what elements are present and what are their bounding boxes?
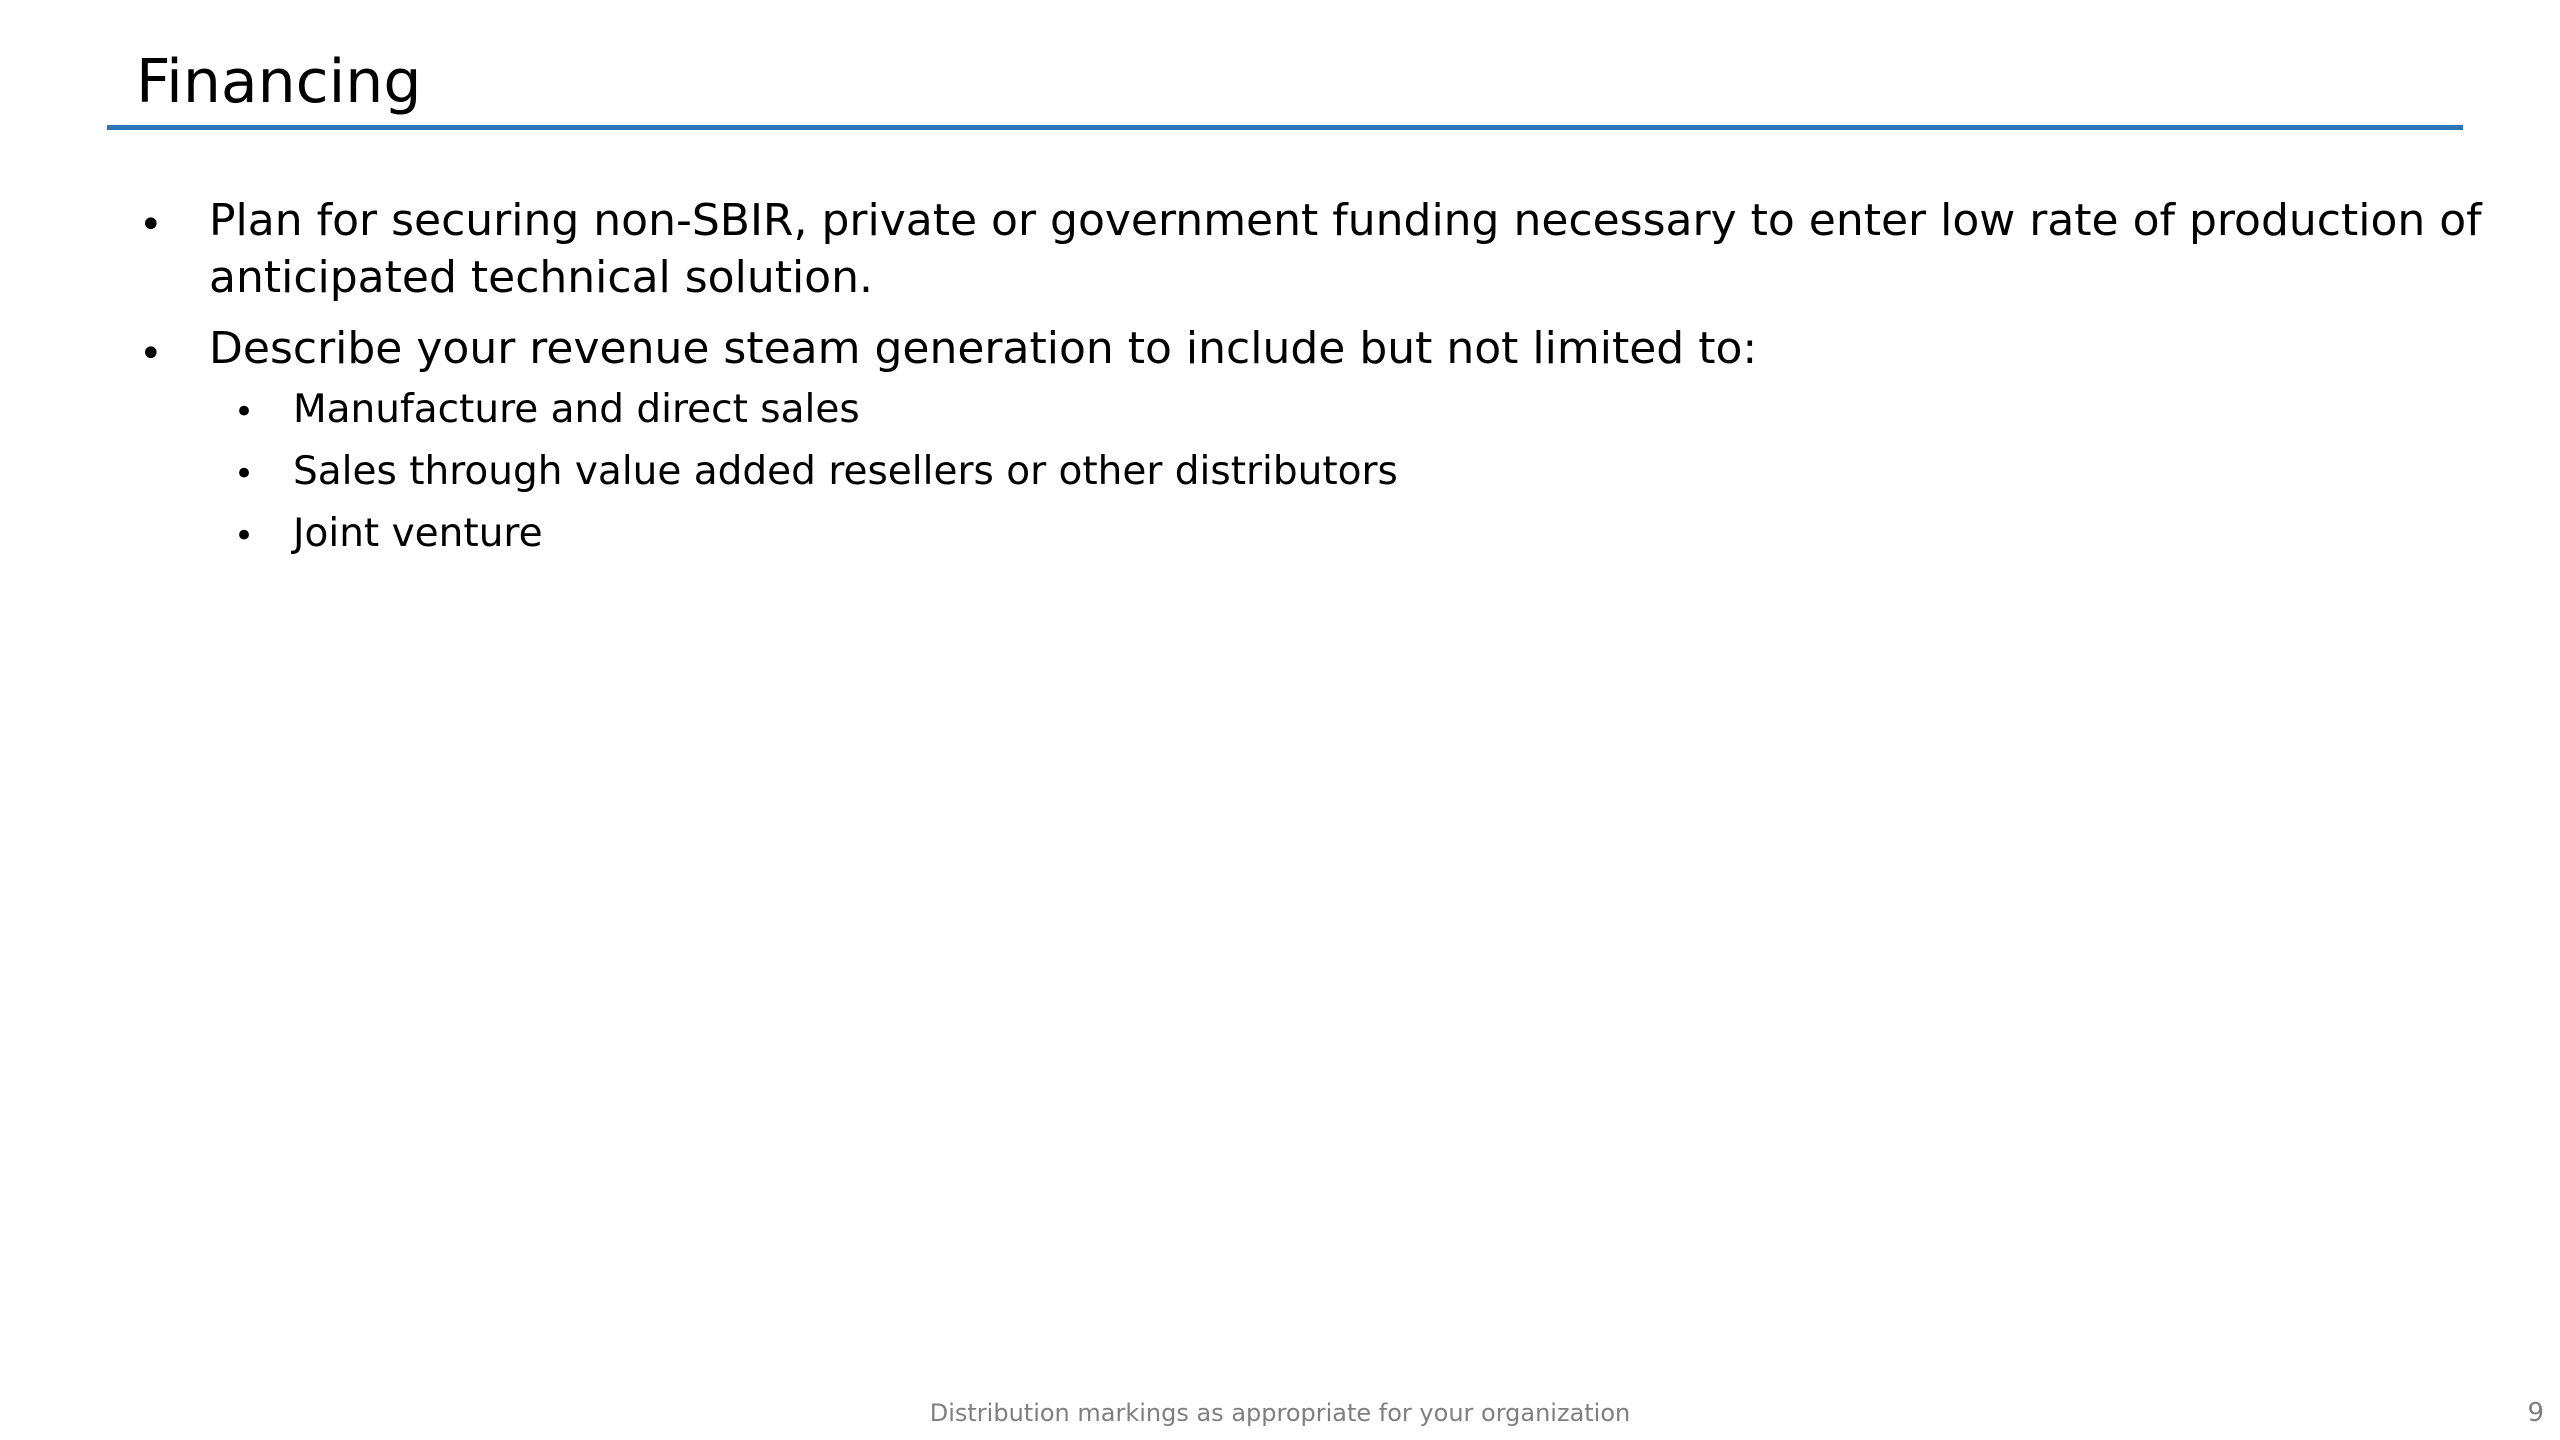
bullet-marker: • (139, 202, 163, 248)
sub-bullet-3: Joint venture (293, 511, 543, 556)
sub-bullet-marker: • (234, 392, 255, 432)
bullet-1-line-2: anticipated technical solution. (209, 252, 873, 303)
sub-bullet-1: Manufacture and direct sales (293, 387, 860, 432)
sub-bullet-marker: • (234, 516, 255, 556)
slide-title: Financing (136, 47, 422, 117)
bullet-1-line-1: Plan for securing non-SBIR, private or government funding necessary to enter low rate of production of (209, 195, 2482, 246)
footer-distribution-note: Distribution markings as appropriate for your organization (929, 1399, 1631, 1427)
page-number: 9 (2527, 1398, 2544, 1428)
bullet-marker: • (139, 331, 163, 377)
sub-bullet-marker: • (234, 454, 255, 494)
sub-bullet-2: Sales through value added resellers or other distributors (293, 449, 1398, 494)
bullet-2-line-1: Describe your revenue steam generation to include but not limited to: (209, 323, 1758, 374)
